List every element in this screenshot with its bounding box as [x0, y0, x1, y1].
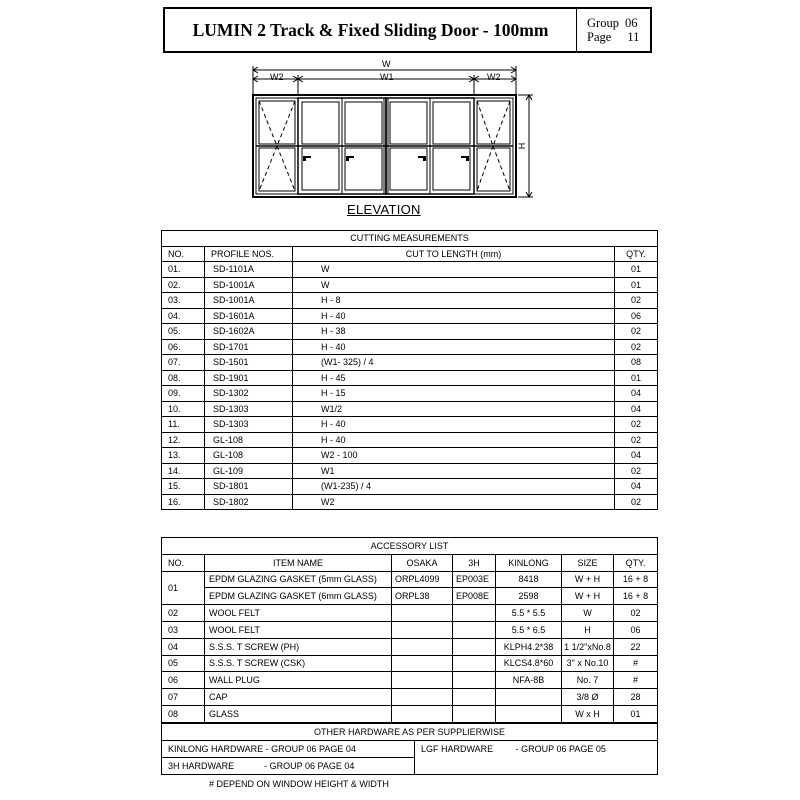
cell-no: 08 — [162, 705, 205, 722]
cell-profile: SD-1501 — [205, 355, 293, 371]
cell-profile: SD-1303 — [205, 417, 293, 433]
table-row — [162, 689, 658, 706]
cell-item-name: WOOL FELT — [205, 621, 392, 638]
cell-osaka: ORPL38 — [392, 588, 453, 605]
elevation-label: ELEVATION — [347, 202, 421, 217]
cell-qty: 28 — [614, 689, 658, 706]
table-row — [162, 638, 658, 655]
cell-no: 09. — [162, 386, 205, 402]
cell-no: 03 — [162, 621, 205, 638]
col-header-kinlong: KINLONG — [496, 554, 562, 571]
col-header-osaka: OSAKA — [392, 554, 453, 571]
cell-cut-length: (W1- 325) / 4 — [293, 355, 615, 371]
cell-3h — [453, 689, 496, 706]
dim-w-label: W — [382, 59, 391, 69]
cell-qty: 06 — [614, 621, 658, 638]
cell-no: 04. — [162, 308, 205, 324]
cell-kinlong — [496, 705, 562, 722]
cell-profile: SD-1602A — [205, 324, 293, 340]
cell-cut-length: W2 — [293, 494, 615, 510]
cell-item-name: WOOL FELT — [205, 605, 392, 622]
document-title: LUMIN 2 Track & Fixed Sliding Door - 100mm — [192, 19, 549, 40]
col-header-qty: QTY. — [614, 554, 658, 571]
footnote: # DEPEND ON WINDOW HEIGHT & WIDTH — [209, 779, 389, 789]
group-label: Group — [587, 16, 619, 30]
cell-no: 03. — [162, 293, 205, 309]
table-row — [162, 741, 658, 758]
cell-3h — [453, 605, 496, 622]
cell-qty: 02 — [615, 463, 658, 479]
cell-cut-length: H - 40 — [293, 339, 615, 355]
group-page-box — [576, 9, 650, 51]
accessory-list-table — [161, 537, 658, 723]
cell-no: 01 — [162, 571, 205, 605]
cell-cut-length: (W1-235) / 4 — [293, 479, 615, 495]
cell-cut-length: W1/2 — [293, 401, 615, 417]
cell-size: W + H — [562, 588, 614, 605]
dim-h-label: H — [516, 142, 527, 150]
table-row — [162, 448, 658, 464]
cell-no: 06. — [162, 339, 205, 355]
cell-profile: SD-1101A — [205, 262, 293, 278]
cell-cut-length: W2 - 100 — [293, 448, 615, 464]
col-header-no: NO. — [162, 246, 205, 262]
cell-osaka — [392, 605, 453, 622]
cell-cut-length: H - 40 — [293, 432, 615, 448]
table-row — [162, 705, 658, 722]
table-row — [162, 386, 658, 402]
cell-qty: 08 — [615, 355, 658, 371]
cell-qty: 01 — [615, 262, 658, 278]
cell-size: 3/8 Ø — [562, 689, 614, 706]
cell-no: 05. — [162, 324, 205, 340]
cell-kinlong — [496, 689, 562, 706]
cell-kinlong: 8418 — [496, 571, 562, 588]
cell-no: 07. — [162, 355, 205, 371]
table-row — [162, 432, 658, 448]
other-hardware-table — [161, 723, 658, 775]
group-value: 06 — [624, 16, 638, 30]
cell-no: 15. — [162, 479, 205, 495]
dim-w2-right-label: W2 — [487, 72, 501, 82]
cell-qty: 02 — [615, 339, 658, 355]
cell-profile: SD-1001A — [205, 277, 293, 293]
cell-qty: 22 — [614, 638, 658, 655]
cell-3h — [453, 672, 496, 689]
table-header-row — [162, 554, 658, 571]
cell-no: 05 — [162, 655, 205, 672]
cell-qty: 01 — [615, 370, 658, 386]
cell-qty: 01 — [615, 277, 658, 293]
cell-qty: 04 — [615, 401, 658, 417]
cell-cut-length: W1 — [293, 463, 615, 479]
cell-qty: 06 — [615, 308, 658, 324]
cell-qty: 02 — [615, 432, 658, 448]
cell-3h: EP008E — [453, 588, 496, 605]
page-label: Page — [587, 30, 612, 44]
cell-osaka: ORPL4099 — [392, 571, 453, 588]
col-header-3h: 3H — [453, 554, 496, 571]
kinlong-hardware-ref: KINLONG HARDWARE - GROUP 06 PAGE 04 — [162, 741, 415, 758]
cell-qty: 04 — [615, 448, 658, 464]
cell-cut-length: H - 40 — [293, 417, 615, 433]
cell-kinlong: 5.5 * 6.5 — [496, 621, 562, 638]
table-row — [162, 262, 658, 278]
table-row — [162, 355, 658, 371]
cell-no: 04 — [162, 638, 205, 655]
cell-size: No. 7 — [562, 672, 614, 689]
col-header-no: NO. — [162, 554, 205, 571]
cell-osaka — [392, 621, 453, 638]
cell-kinlong: KLPH4.2*38 — [496, 638, 562, 655]
cell-item-name: EPDM GLAZING GASKET (5mm GLASS) — [205, 571, 392, 588]
cell-no: 02 — [162, 605, 205, 622]
table-row — [162, 339, 658, 355]
cell-size: 3" x No.10 — [562, 655, 614, 672]
cell-profile: SD-1701 — [205, 339, 293, 355]
cell-qty: 02 — [615, 494, 658, 510]
cell-qty: 16 + 8 — [614, 571, 658, 588]
col-header-size: SIZE — [562, 554, 614, 571]
cell-profile: SD-1901 — [205, 370, 293, 386]
cell-item-name: EPDM GLAZING GASKET (6mm GLASS) — [205, 588, 392, 605]
cell-no: 08. — [162, 370, 205, 386]
cell-item-name: S.S.S. T SCREW (PH) — [205, 638, 392, 655]
cutting-measurements-table — [161, 230, 658, 510]
cell-osaka — [392, 638, 453, 655]
cell-profile: SD-1001A — [205, 293, 293, 309]
cell-osaka — [392, 705, 453, 722]
cell-profile: SD-1302 — [205, 386, 293, 402]
cell-profile: GL-108 — [205, 448, 293, 464]
cell-no: 11. — [162, 417, 205, 433]
cell-cut-length: H - 8 — [293, 293, 615, 309]
cell-item-name: GLASS — [205, 705, 392, 722]
cell-kinlong: NFA-8B — [496, 672, 562, 689]
cell-cut-length: H - 40 — [293, 308, 615, 324]
col-header-profile: PROFILE NOS. — [205, 246, 293, 262]
cell-qty: 01 — [614, 705, 658, 722]
cell-3h — [453, 705, 496, 722]
table-row — [162, 479, 658, 495]
cell-kinlong: KLCS4.8*60 — [496, 655, 562, 672]
cell-size: 1 1/2"xNo.8 — [562, 638, 614, 655]
cell-profile: GL-109 — [205, 463, 293, 479]
cell-kinlong: 2598 — [496, 588, 562, 605]
cell-profile: SD-1303 — [205, 401, 293, 417]
table-section-header — [162, 231, 658, 247]
col-header-qty: QTY. — [615, 246, 658, 262]
table-row — [162, 672, 658, 689]
table-row — [162, 370, 658, 386]
cell-3h: EP003E — [453, 571, 496, 588]
cell-size: W x H — [562, 705, 614, 722]
title-block — [163, 7, 652, 53]
cell-profile: GL-108 — [205, 432, 293, 448]
dim-w2-left-label: W2 — [270, 72, 284, 82]
cell-profile: SD-1802 — [205, 494, 293, 510]
cell-item-name: CAP — [205, 689, 392, 706]
cell-profile: SD-1801 — [205, 479, 293, 495]
cell-profile: SD-1601A — [205, 308, 293, 324]
cell-no: 10. — [162, 401, 205, 417]
cell-qty: 02 — [615, 417, 658, 433]
cell-item-name: WALL PLUG — [205, 672, 392, 689]
cell-qty: 02 — [614, 605, 658, 622]
table-row — [162, 463, 658, 479]
other-section-title: OTHER HARDWARE AS PER SUPPLIERWISE — [162, 724, 658, 741]
table-row — [162, 655, 658, 672]
table-row — [162, 621, 658, 638]
cell-cut-length: W — [293, 277, 615, 293]
cell-qty: 04 — [615, 479, 658, 495]
cell-cut-length: W — [293, 262, 615, 278]
table-row — [162, 293, 658, 309]
cell-no: 16. — [162, 494, 205, 510]
cell-item-name: S.S.S. T SCREW (CSK) — [205, 655, 392, 672]
cell-qty: 16 + 8 — [614, 588, 658, 605]
cell-osaka — [392, 689, 453, 706]
cell-no: 01. — [162, 262, 205, 278]
cell-3h — [453, 638, 496, 655]
table-row — [162, 277, 658, 293]
cell-qty: # — [614, 655, 658, 672]
cell-no: 06 — [162, 672, 205, 689]
cell-no: 02. — [162, 277, 205, 293]
table-row — [162, 324, 658, 340]
dim-w1-label: W1 — [380, 72, 394, 82]
table-section-header — [162, 538, 658, 555]
table-row — [162, 401, 658, 417]
cell-qty: 04 — [615, 386, 658, 402]
cell-size: W — [562, 605, 614, 622]
empty-cell — [415, 758, 658, 775]
cell-no: 12. — [162, 432, 205, 448]
cell-3h — [453, 655, 496, 672]
3h-hardware-ref: 3H HARDWARE - GROUP 06 PAGE 04 — [162, 758, 415, 775]
cell-cut-length: H - 45 — [293, 370, 615, 386]
cell-cut-length: H - 38 — [293, 324, 615, 340]
cell-size: W + H — [562, 571, 614, 588]
cell-osaka — [392, 655, 453, 672]
accessory-section-title: ACCESSORY LIST — [162, 538, 658, 555]
table-header-row — [162, 246, 658, 262]
table-row — [162, 571, 658, 588]
cell-kinlong: 5.5 * 5.5 — [496, 605, 562, 622]
table-row — [162, 588, 658, 605]
cell-no: 07 — [162, 689, 205, 706]
cell-no: 13. — [162, 448, 205, 464]
cutting-section-title: CUTTING MEASUREMENTS — [162, 231, 658, 247]
col-header-cut: CUT TO LENGTH (mm) — [293, 246, 615, 262]
cell-qty: 02 — [615, 324, 658, 340]
cell-qty: # — [614, 672, 658, 689]
table-section-header — [162, 724, 658, 741]
cell-osaka — [392, 672, 453, 689]
cell-3h — [453, 621, 496, 638]
table-row — [162, 417, 658, 433]
col-header-item: ITEM NAME — [205, 554, 392, 571]
table-row — [162, 494, 658, 510]
page-value: 11 — [627, 30, 640, 44]
cell-size: H — [562, 621, 614, 638]
cell-cut-length: H - 15 — [293, 386, 615, 402]
cell-no: 14. — [162, 463, 205, 479]
lgf-hardware-ref: LGF HARDWARE - GROUP 06 PAGE 05 — [415, 741, 658, 758]
table-row — [162, 605, 658, 622]
cell-qty: 02 — [615, 293, 658, 309]
table-row — [162, 758, 658, 775]
table-row — [162, 308, 658, 324]
